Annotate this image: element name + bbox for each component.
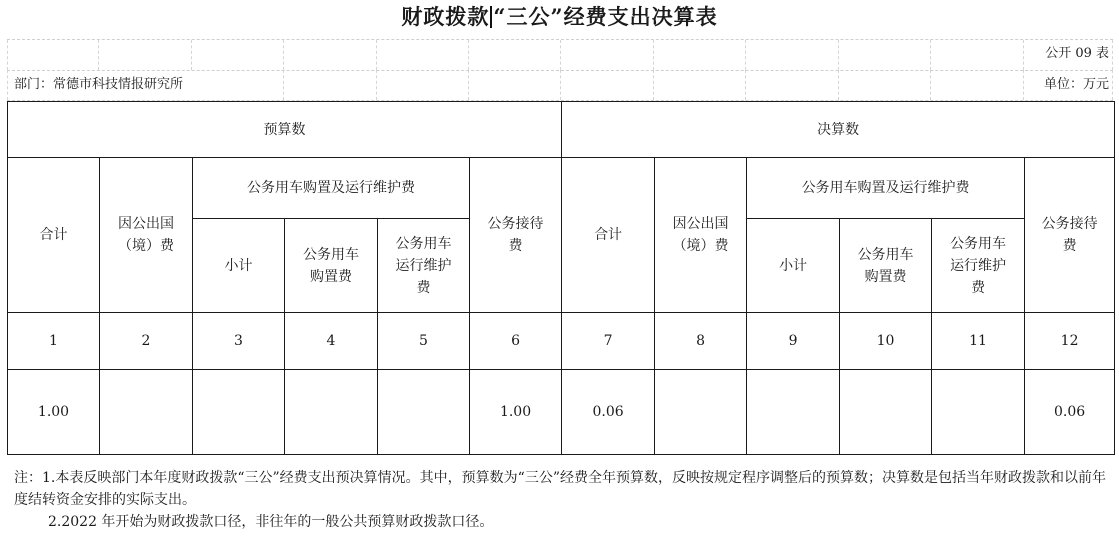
- sheet-gridline: [1023, 40, 1024, 70]
- sheet-gridline: [745, 40, 746, 70]
- column-number: 3: [193, 313, 285, 370]
- sheet-gridline: [838, 70, 839, 100]
- sheet-gridline: [930, 70, 931, 100]
- budget-vehicle-header: 公务用车购置及运行维护费: [193, 158, 470, 219]
- sheet-gridline: [1112, 40, 1113, 70]
- unit-label: 单位：万元: [1043, 77, 1109, 92]
- budget-header: 预算数: [8, 102, 562, 158]
- sheet-gridline: [560, 40, 561, 70]
- table-title: [0, 0, 1119, 36]
- column-number: 12: [1025, 313, 1115, 370]
- sheet-gridline: [376, 70, 377, 100]
- column-number: 6: [470, 313, 562, 370]
- final-subtotal-header: 小计: [747, 219, 840, 313]
- sheet-gridline: [653, 40, 654, 70]
- sheet-gridline: [745, 70, 746, 100]
- sheet-gridline: [930, 40, 931, 70]
- value-cell: [100, 370, 193, 455]
- budget-abroad-header: 因公出国 （境）费: [100, 158, 193, 313]
- column-number: 10: [840, 313, 932, 370]
- column-number: 5: [378, 313, 470, 370]
- sheet-gridline: [98, 40, 99, 70]
- column-number: 9: [747, 313, 840, 370]
- budget-subtotal-header: 小计: [193, 219, 285, 313]
- value-cell: 1.00: [470, 370, 562, 455]
- footnote: [14, 467, 1110, 533]
- sheet-gridline: [283, 40, 284, 70]
- final-abroad-header: 因公出国 （境）费: [655, 158, 747, 313]
- title-text-part-1: 财政拨款: [401, 4, 490, 29]
- department-label: 部门：常德市科技情报研究所: [14, 77, 184, 92]
- sheet-gridline: [468, 70, 469, 100]
- column-number-row: [8, 313, 1115, 370]
- sheet-gridline: [283, 70, 284, 100]
- final-operation-header: 公务用车 运行维护 费: [932, 219, 1025, 313]
- value-cell: 0.06: [562, 370, 655, 455]
- value-cell: [932, 370, 1025, 455]
- sheet-gridline: [7, 40, 8, 70]
- budget-operation-header: 公务用车 运行维护 费: [378, 219, 470, 313]
- final-header: 决算数: [562, 102, 1115, 158]
- value-cell: 1.00: [8, 370, 100, 455]
- sheet-gridline: [1023, 70, 1024, 100]
- value-cell: [840, 370, 932, 455]
- title-text-part-2: “三公”经费支出决算表: [493, 4, 718, 29]
- value-row: [8, 370, 1115, 455]
- final-reception-header: 公务接待 费: [1025, 158, 1115, 313]
- value-cell: [655, 370, 747, 455]
- value-cell: [193, 370, 285, 455]
- value-cell: 0.06: [1025, 370, 1115, 455]
- budget-reception-header: 公务接待 费: [470, 158, 562, 313]
- value-cell: [747, 370, 840, 455]
- sheet-gridline: [653, 70, 654, 100]
- value-cell: [378, 370, 470, 455]
- budget-purchase-header: 公务用车 购置费: [285, 219, 378, 313]
- value-cell: [285, 370, 378, 455]
- sheet-gridline: [1112, 70, 1113, 100]
- sheet-gridline: [468, 40, 469, 70]
- column-number: 2: [100, 313, 193, 370]
- column-number: 8: [655, 313, 747, 370]
- sheet-row-form-no: [7, 39, 1113, 71]
- budget-total-header: 合计: [8, 158, 100, 313]
- footnote-line-1: 注：1.本表反映部门本年度财政拨款“三公”经费支出预决算情况。其中，预算数为“三公”经费全年预算数，反映按规定程序调整后的预算数；决算数是包括当年财政拨款和以前年度结转资金安排的实际支出。: [14, 470, 1106, 508]
- sheet-gridline: [376, 40, 377, 70]
- column-number: 7: [562, 313, 655, 370]
- column-number: 4: [285, 313, 378, 370]
- sheet-gridline: [7, 70, 8, 100]
- column-number: 1: [8, 313, 100, 370]
- final-total-header: 合计: [562, 158, 655, 313]
- form-number: 公开 09 表: [1045, 46, 1109, 61]
- final-vehicle-header: 公务用车购置及运行维护费: [747, 158, 1025, 219]
- sheet-gridline: [191, 40, 192, 70]
- final-purchase-header: 公务用车 购置费: [840, 219, 932, 313]
- column-number: 11: [932, 313, 1025, 370]
- sheet-gridline: [838, 40, 839, 70]
- sheet-gridline: [560, 70, 561, 100]
- footnote-line-2: 2.2022 年开始为财政拨款口径，非往年的一般公共预算财政拨款口径。: [48, 514, 494, 530]
- expenditure-table: [7, 101, 1115, 455]
